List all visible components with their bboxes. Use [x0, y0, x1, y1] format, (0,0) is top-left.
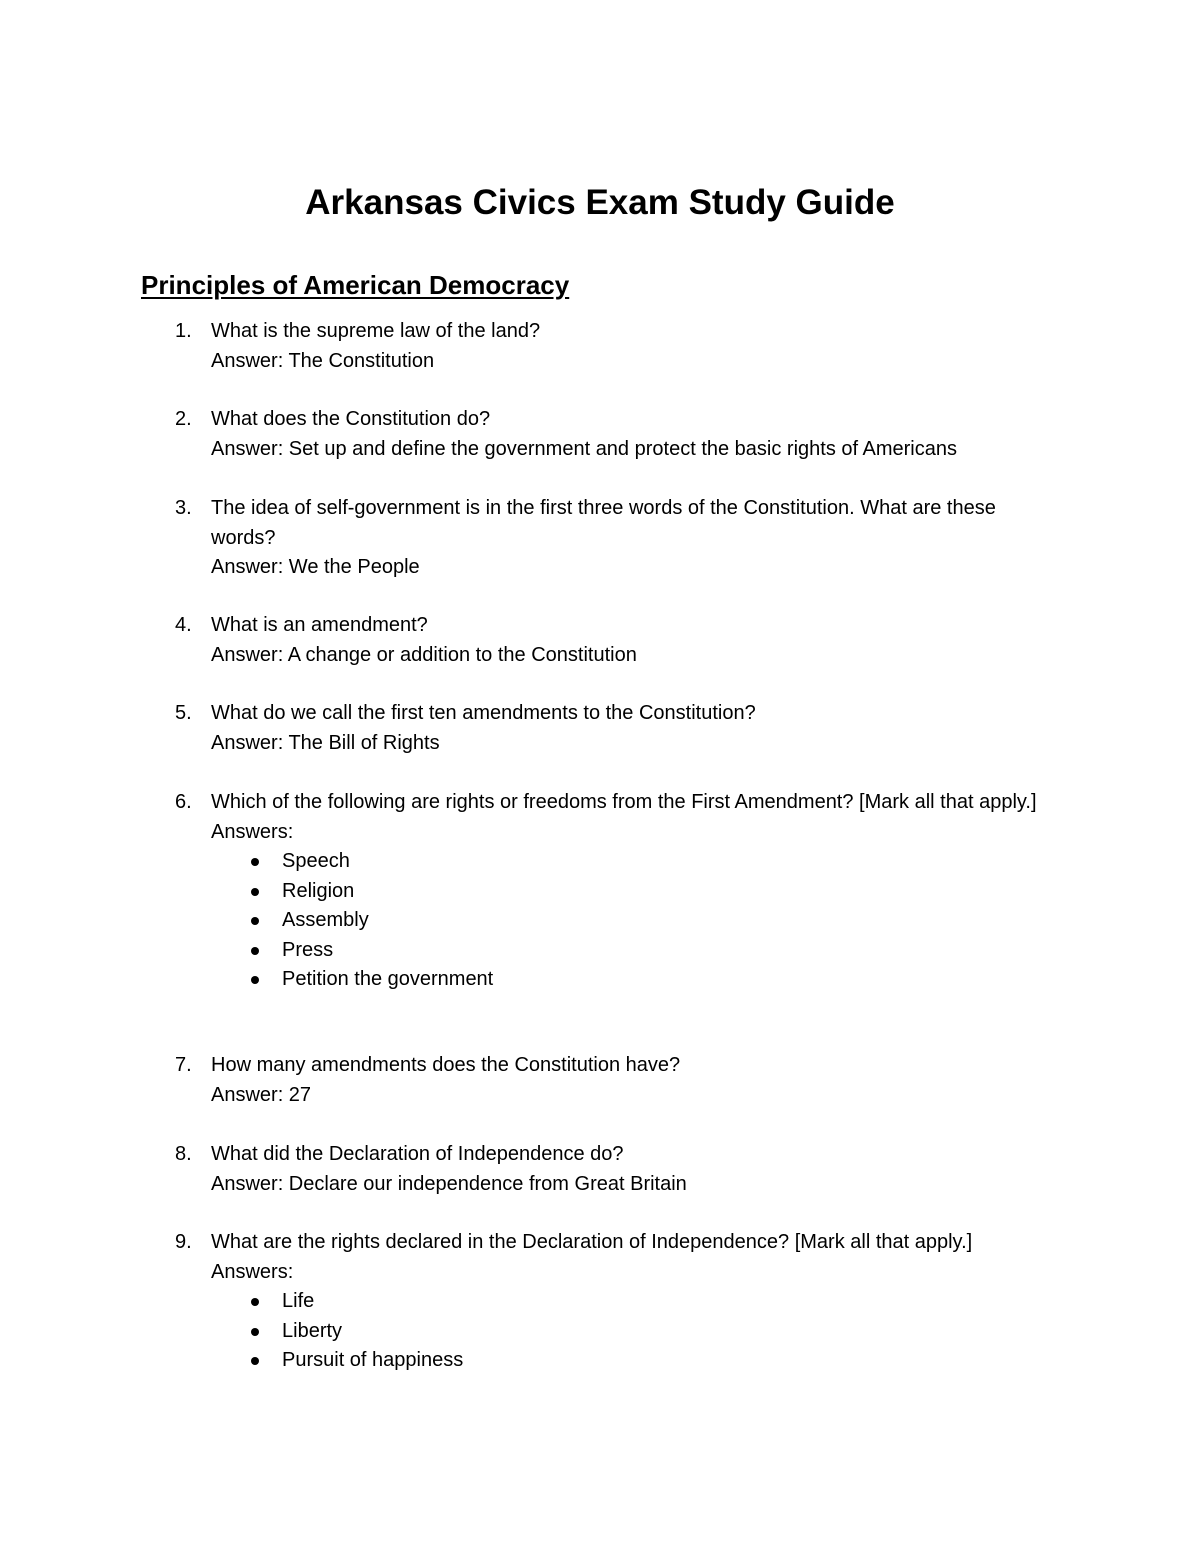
answers-label: Answers: [211, 1260, 294, 1283]
question-number: 6. [175, 791, 192, 813]
list-item [211, 1287, 1051, 1317]
document-title: Arkansas Civics Exam Study Guide [305, 183, 895, 222]
question-text: What is the supreme law of the land? [211, 320, 541, 342]
answer-option: Life [282, 1290, 315, 1312]
bullet-icon [251, 917, 259, 925]
question-text: What are the rights declared in the Declaration of Independence? [Mark all that apply.] [211, 1231, 973, 1253]
bullet-icon [251, 976, 259, 984]
answer-option: Religion [282, 879, 355, 902]
question-text: What do we call the first ten amendments to the Constitution? [211, 702, 756, 724]
answer-option: Liberty [282, 1319, 343, 1342]
question-text: How many amendments does the Constitution have? [211, 1054, 681, 1076]
question-text: Which of the following are rights or freedoms from the First Amendment? [Mark all that apply.] [211, 791, 1037, 813]
list-item [211, 847, 1051, 877]
question-text: What is an amendment? [211, 614, 428, 636]
answer-text: Answer: We the People [211, 556, 420, 578]
answer-list [211, 847, 1051, 995]
question-number: 7. [175, 1054, 192, 1076]
list-item [211, 965, 1051, 995]
bullet-icon [251, 1357, 259, 1365]
answer-option: Assembly [282, 909, 369, 931]
answer-text: Answer: Set up and define the government and protect the basic rights of Americans [211, 437, 957, 460]
answer-text: Answer: The Bill of Rights [211, 731, 440, 754]
bullet-icon [251, 1328, 259, 1336]
answer-text: Answer: Declare our independence from Great Britain [211, 1172, 687, 1195]
answer-text: Answer: A change or addition to the Constitution [211, 643, 637, 666]
bullet-icon [251, 1298, 259, 1306]
list-item [211, 936, 1051, 966]
answer-list [211, 1287, 1051, 1376]
answer-text: Answer: 27 [211, 1083, 312, 1106]
question-number: 4. [175, 614, 192, 636]
question-text: What did the Declaration of Independence do? [211, 1143, 624, 1165]
list-item [211, 906, 1051, 936]
question-number: 5. [175, 702, 192, 724]
list-item [211, 877, 1051, 907]
list-item [211, 1317, 1051, 1347]
answer-text: Answer: The Constitution [211, 349, 435, 372]
answer-option: Pursuit of happiness [282, 1349, 464, 1371]
answer-option: Press [282, 938, 334, 961]
question-number: 2. [175, 408, 192, 430]
question-number: 3. [175, 497, 192, 519]
question-number: 9. [175, 1231, 192, 1253]
answer-option: Speech [282, 850, 350, 872]
bullet-icon [251, 858, 259, 866]
question-number: 1. [175, 320, 192, 342]
question-text: What does the Constitution do? [211, 408, 491, 430]
list-item [211, 1346, 1051, 1376]
answer-option: Petition the government [282, 968, 494, 990]
answers-label: Answers: [211, 820, 294, 843]
section-heading: Principles of American Democracy [141, 270, 570, 300]
question-text: The idea of self-government is in the first three words of the Constitution. What are these words? [211, 497, 996, 549]
bullet-icon [251, 888, 259, 896]
question-number: 8. [175, 1143, 192, 1165]
bullet-icon [251, 947, 259, 955]
